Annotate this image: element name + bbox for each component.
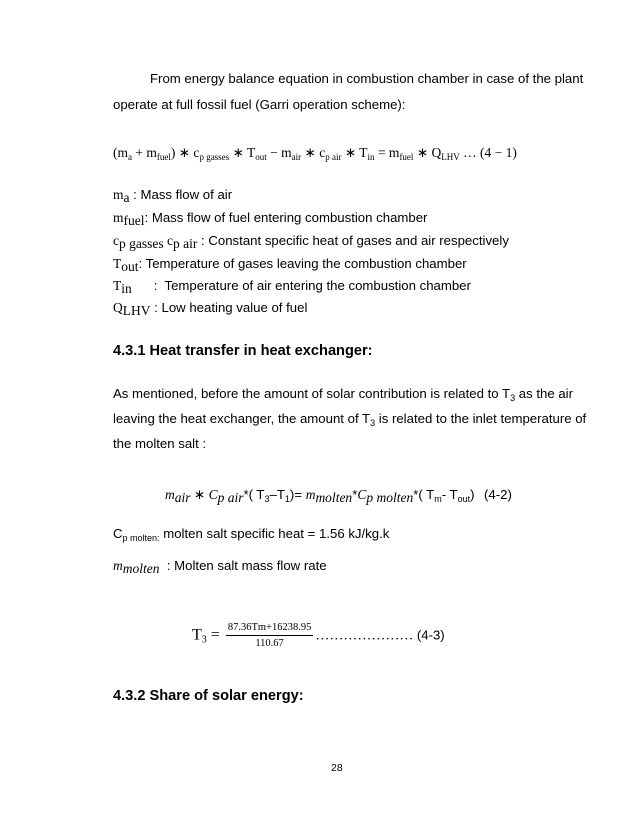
definition-specific-heat: $c_{p gasses}$ $c_{p air}$ : Constant specific heat of gases and air respectively <box>113 233 509 251</box>
equation-4-2-number: (4-2) <box>484 487 512 502</box>
definition-q-lhv: $Q_{LHV}$ : Low heating value of fuel <box>113 300 308 318</box>
section1-para-line-2: leaving the heat exchanger, the amount of $T_3$ is related to the inlet temperature of <box>113 411 587 428</box>
section1-para-line-3: the molten salt : <box>113 436 207 451</box>
equation-4-3: $T_3$ = $\frac{87.36Tm+16238.95}{110.67}$ ………………… (4-3) <box>192 622 445 649</box>
definition-t-out: $T_{out}$: Temperature of gases leaving the combustion chamber <box>113 256 467 274</box>
equation-4-2: $m_{air}$ ∗ $C_{p air}*$( $T_3-T_1)= m_{molten}*C_{p molten}*$( $T_m-$ $T_{out}$) <box>165 487 475 505</box>
intro-line-1: From energy balance equation in combustion chamber in case of the plant <box>150 71 584 86</box>
equation-4-3-fraction: $\frac{87.36Tm+16238.95}{110.67}$ <box>227 622 312 649</box>
m-molten-definition: $m_{molten}$ : Molten salt mass flow rate <box>113 558 327 576</box>
definition-t-in: $T_{in}$ : Temperature of air entering the combustion chamber <box>113 278 471 296</box>
equation-4-1: $(m_a + m_{fuel})$ ∗ $c_{p gasses}$ ∗ $T_{out} - m_{air}$ ∗ $c_{p air}$ ∗ $T_{in} = m_{fuel}$ ∗ $Q_{LHV}$ … (4 − 1) <box>113 145 517 162</box>
section-heading-4-3-1: 4.3.1 Heat transfer in heat exchanger: <box>113 343 373 359</box>
definition-mass-flow-fuel: $m_{fuel}$: Mass flow of fuel entering combustion chamber <box>113 210 428 228</box>
cp-molten-definition: $C_{p molten:}$ molten salt specific heat = 1.56 kJ/kg.k <box>113 526 390 543</box>
intro-line-2: operate at full fossil fuel (Garri operation scheme): <box>113 97 406 112</box>
definition-mass-flow-air: $m_a$ : Mass flow of air <box>113 187 233 205</box>
section1-para-line-1: As mentioned, before the amount of solar contribution is related to $T_3$ as the air <box>113 386 574 403</box>
section-heading-4-3-2: 4.3.2 Share of solar energy: <box>113 688 304 704</box>
page-number: 28 <box>331 762 343 774</box>
